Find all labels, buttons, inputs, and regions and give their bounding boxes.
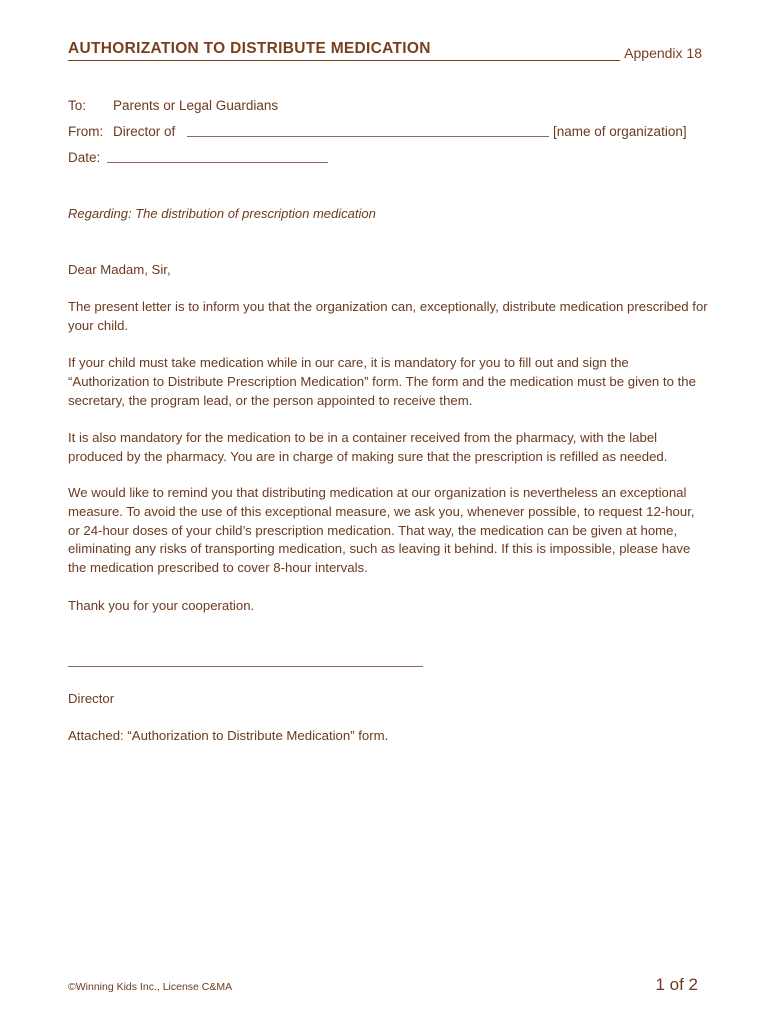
closing-line: Thank you for your cooperation. xyxy=(68,598,255,613)
copyright-footer: ©Winning Kids Inc., License C&MA xyxy=(68,981,233,993)
date-field[interactable] xyxy=(107,162,328,163)
appendix-label: Appendix 18 xyxy=(624,45,702,61)
from-value: Director of xyxy=(113,124,176,139)
salutation: Dear Madam, Sir, xyxy=(68,262,171,277)
organization-name-field[interactable] xyxy=(187,136,549,137)
paragraph-1: The present letter is to inform you that the organization can, exceptionally, distribute medication prescribed for your child. xyxy=(68,299,708,333)
page-number: 1 of 2 xyxy=(655,975,698,994)
regarding-line: Regarding: The distribution of prescription medication xyxy=(68,206,376,221)
to-label: To: xyxy=(68,98,87,113)
document-title: AUTHORIZATION TO DISTRIBUTE MEDICATION xyxy=(68,40,431,57)
to-value: Parents or Legal Guardians xyxy=(113,98,279,113)
signature-line[interactable] xyxy=(68,666,423,667)
letter-header xyxy=(68,38,704,64)
signature-role: Director xyxy=(68,691,115,706)
to-row xyxy=(68,98,278,113)
paragraph-2: If your child must take medication while in our care, it is mandatory for you to fill out and sign the “Authorization to Distribute Prescription Medication” form. The form and the medication must be given to the secretary, the program lead, or the person appointed to receive them. xyxy=(68,355,696,408)
from-suffix: [name of organization] xyxy=(553,124,687,139)
paragraph-3: It is also mandatory for the medication to be in a container received from the pharmacy, with the label produced by the pharmacy. You are in charge of making sure that the prescription is refilled as needed. xyxy=(68,430,668,464)
from-label: From: xyxy=(68,124,104,139)
from-row xyxy=(68,124,175,139)
date-label: Date: xyxy=(68,150,101,165)
title-underline xyxy=(68,60,620,61)
paragraph-4: We would like to remind you that distributing medication at our organization is nevertheless an exceptional measure. To avoid the use of this exceptional measure, we ask you, whenever possible, to request 12-hour, or 24-hour doses of your child’s prescription medication. That way, the medication can be given at home, eliminating any risks of transporting medication, such as leaving it behind. If this is impossible, please have the medication prescribed to cover 8-hour intervals. xyxy=(68,485,695,576)
attachment-note: Attached: “Authorization to Distribute Medication” form. xyxy=(68,728,389,743)
